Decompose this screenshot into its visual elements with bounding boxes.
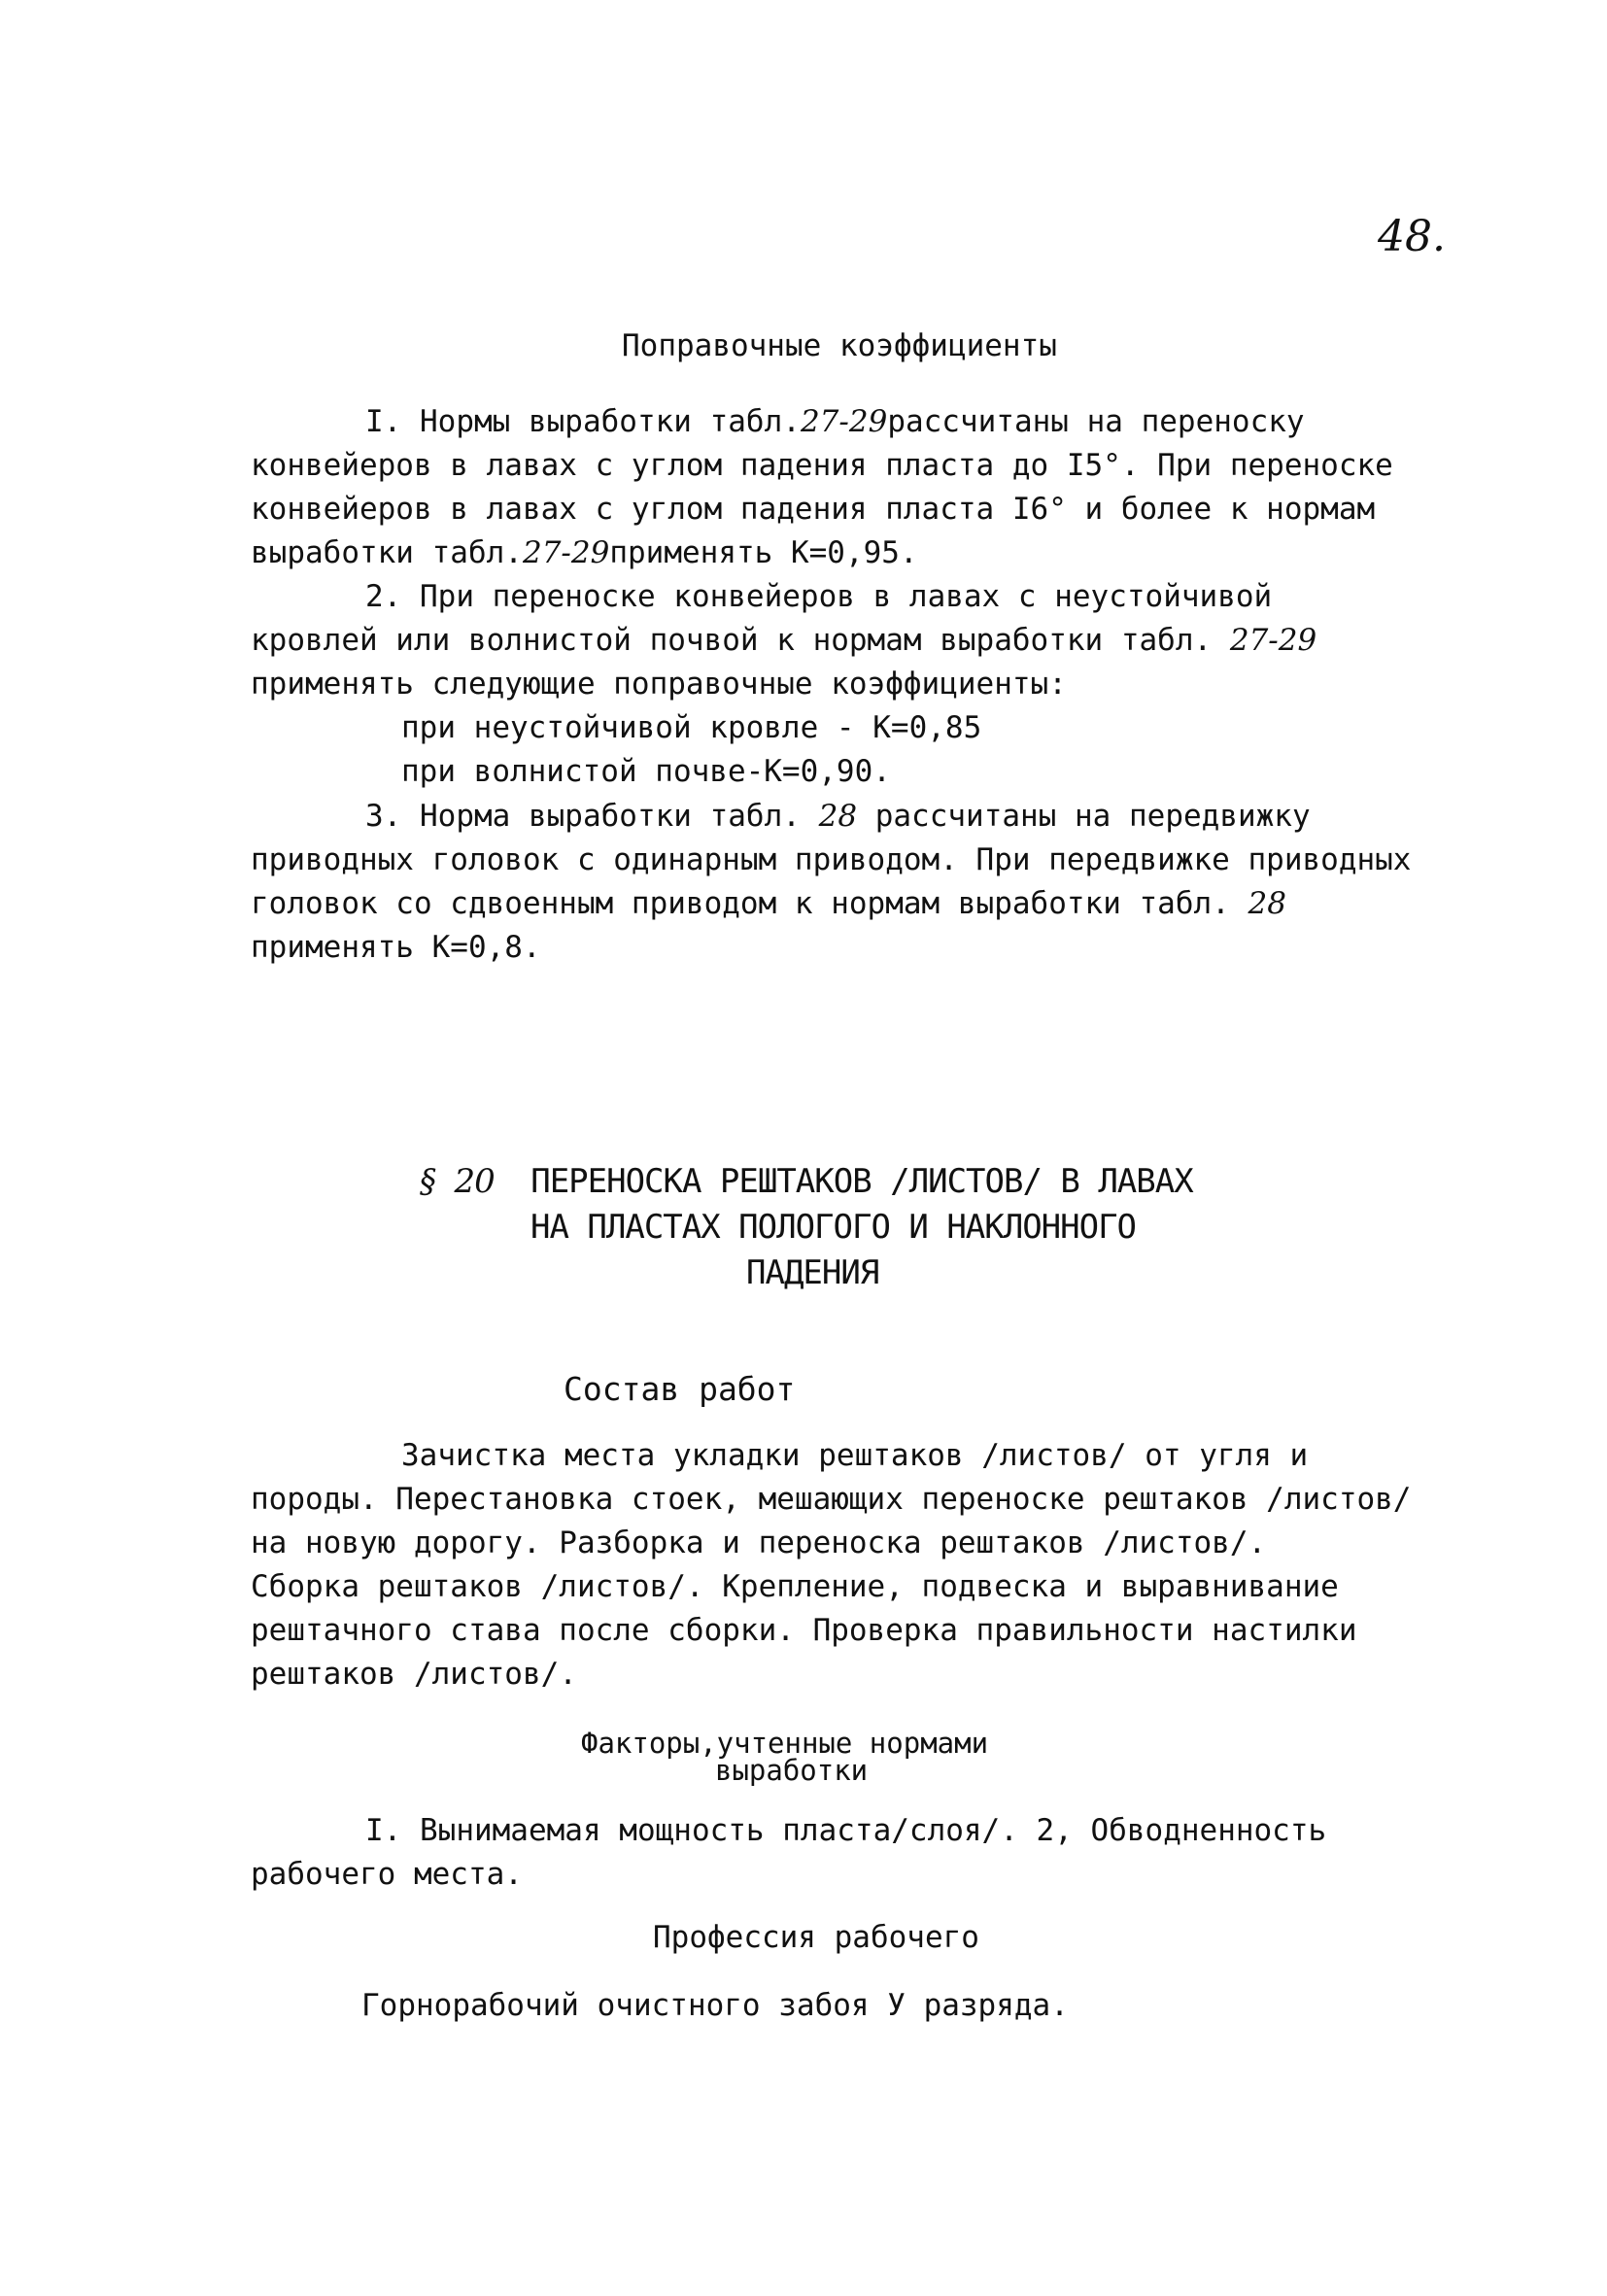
text-line: 3. Норма выработки табл. 28 рассчитаны на передвижку — [365, 799, 1311, 834]
page-number: 48. — [1378, 212, 1446, 261]
handwritten-insert: 28 — [818, 799, 858, 834]
text-line: приводных головок с одинарным приводом. При передвижке приводных — [251, 842, 1412, 877]
handwritten-insert: 27-29 — [800, 404, 888, 439]
text-line: рештаков /листов/. — [251, 1657, 577, 1692]
section-title-line-2: НА ПЛАСТАХ ПОЛОГОГО И НАКЛОННОГО — [530, 1208, 1137, 1247]
work-paragraph — [251, 1434, 1436, 1696]
text-line: Сборка рештаков /листов/. Крепление, подвеска и выравнивание — [251, 1569, 1339, 1604]
text-line: применять К=0,8. — [251, 930, 541, 965]
text-line: головок со сдвоенным приводом к нормам выработки табл. 28 — [251, 886, 1286, 921]
handwritten-insert: 27-29 — [522, 535, 610, 570]
text-line: применять следующие поправочные коэффициенты: — [251, 667, 1067, 702]
text-line: конвейеров в лавах с углом падения пласта I6° и более к нормам — [251, 492, 1376, 527]
text-line: при неустойчивой кровле - К=0,85 — [401, 710, 982, 745]
corrections-paragraph-3 — [251, 795, 1436, 970]
text-line: выработки табл.27-29применять К=0,95. — [251, 535, 918, 570]
text-line: конвейеров в лавах с углом падения пласта до I5°. При переноске — [251, 448, 1393, 483]
factors-title-line-2: выработки — [715, 1754, 869, 1787]
corrections-paragraph-1 — [251, 400, 1436, 575]
text-line: при волнистой почве-К=0,90. — [401, 754, 891, 789]
section-symbol: § — [420, 1162, 435, 1201]
text-line: рештачного става после сборки. Проверка правильности настилки — [251, 1613, 1357, 1648]
text-line: кровлей или волнистой почвой к нормам выработки табл. 27-29 — [251, 623, 1317, 658]
work-title: Состав работ — [564, 1370, 796, 1408]
section-title-line-3: ПАДЕНИЯ — [746, 1253, 879, 1292]
text-line: на новую дорогу. Разборка и переноска рештаков /листов/. — [251, 1525, 1267, 1560]
profession-text: Горнорабочий очистного забоя У разряда. — [361, 1988, 1069, 2023]
factors-paragraph — [251, 1809, 1436, 1897]
text-line: Зачистка места укладки рештаков /листов/ от угля и — [401, 1438, 1309, 1473]
handwritten-insert: 27-29 — [1229, 623, 1317, 658]
text-line: I. Вынимаемая мощность пласта/слоя/. 2, Обводненность — [365, 1813, 1327, 1848]
handwritten-insert: 28 — [1248, 886, 1286, 921]
corrections-title: Поправочные коэффициенты — [622, 328, 1057, 363]
factors-title-line-1: Факторы,учтенные нормами — [581, 1727, 989, 1760]
text-line: I. Нормы выработки табл.27-29рассчитаны на переноску — [365, 404, 1305, 439]
section-number: 20 — [454, 1162, 495, 1201]
text-line: породы. Перестановка стоек, мешающих переноске рештаков /листов/ — [251, 1482, 1412, 1517]
corrections-paragraph-2 — [251, 575, 1436, 794]
profession-title: Профессия рабочего — [653, 1920, 979, 1955]
text-line: 2. При переноске конвейеров в лавах с неустойчивой — [365, 579, 1273, 614]
text-line: рабочего места. — [251, 1857, 523, 1892]
section-title-line-1: § 20 ПЕРЕНОСКА РЕШТАКОВ /ЛИСТОВ/ В ЛАВАХ — [420, 1162, 1193, 1201]
